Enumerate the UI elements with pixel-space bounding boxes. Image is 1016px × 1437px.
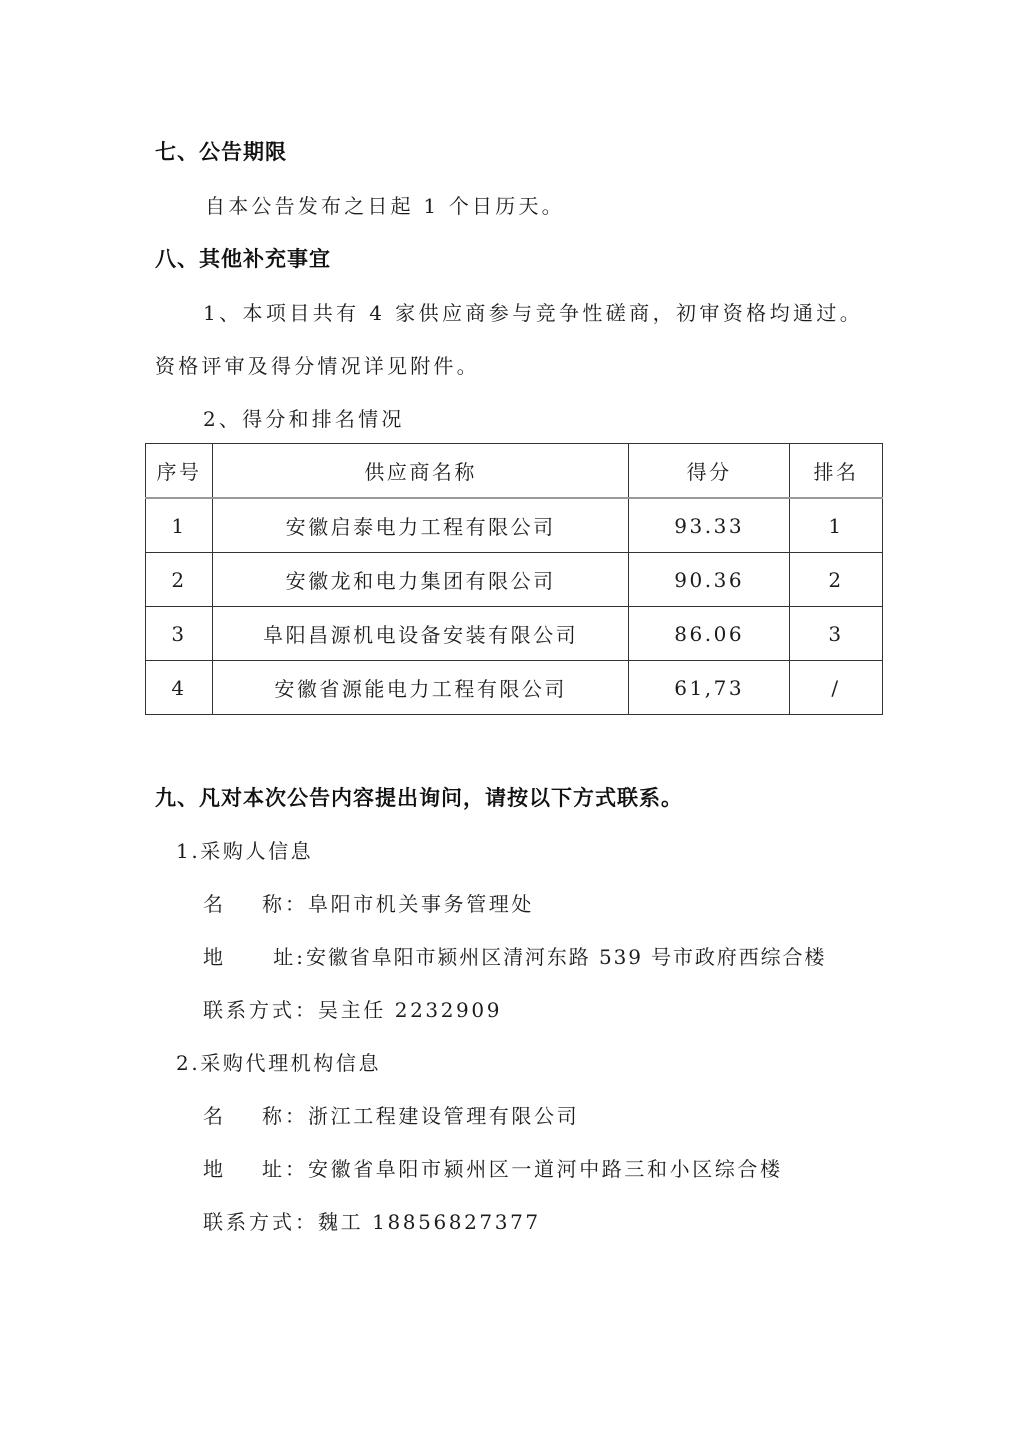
cell-supplier-name: 安徽启泰电力工程有限公司: [212, 498, 628, 553]
cell-score: 86.06: [629, 607, 790, 661]
section-7-body: 自本公告发布之日起 1 个日历天。: [205, 194, 565, 218]
table-row: [146, 553, 883, 607]
cell-supplier-name: 安徽龙和电力集团有限公司: [212, 553, 628, 607]
purchaser-address-label: 地 址:: [203, 945, 306, 969]
cell-no: 1: [146, 498, 213, 553]
table-header-row: [146, 444, 883, 499]
cell-score: 93.33: [629, 498, 790, 553]
purchaser-address-line: [203, 941, 826, 970]
section-8-heading: 八、其他补充事宜: [155, 247, 331, 271]
agency-address-value: 安徽省阜阳市颍州区一道河中路三和小区综合楼: [308, 1157, 783, 1181]
cell-no: 3: [146, 607, 213, 661]
purchaser-contact-value: 吴主任 2232909: [318, 998, 503, 1022]
section-8-item-2: 2、得分和排名情况: [203, 407, 405, 431]
purchaser-contact-line: [203, 994, 502, 1023]
agency-info-title: 2.采购代理机构信息: [176, 1051, 382, 1075]
agency-contact-label: 联系方式：: [203, 1210, 318, 1234]
cell-supplier-name: 安徽省源能电力工程有限公司: [212, 661, 628, 715]
cell-no: 2: [146, 553, 213, 607]
section-8-item-1-cont: 资格评审及得分情况详见附件。: [155, 354, 480, 378]
agency-address-label: 地 址：: [203, 1157, 308, 1181]
cell-rank: 3: [790, 607, 883, 661]
agency-name-value: 浙江工程建设管理有限公司: [308, 1104, 580, 1128]
cell-score: 90.36: [629, 553, 790, 607]
cell-score: 61,73: [629, 661, 790, 715]
header-no: 序号: [146, 444, 213, 499]
cell-no: 4: [146, 661, 213, 715]
table-row: [146, 661, 883, 715]
purchaser-contact-label: 联系方式：: [203, 998, 318, 1022]
score-ranking-table: [145, 443, 883, 715]
agency-name-label: 名 称：: [203, 1104, 308, 1128]
cell-rank: /: [790, 661, 883, 715]
cell-supplier-name: 阜阳昌源机电设备安装有限公司: [212, 607, 628, 661]
agency-address-line: [203, 1153, 783, 1182]
purchaser-info-title: 1.采购人信息: [176, 839, 314, 863]
purchaser-name-label: 名 称：: [203, 892, 308, 916]
cell-rank: 2: [790, 553, 883, 607]
section-9-heading: 九、凡对本次公告内容提出询问，请按以下方式联系。: [155, 786, 683, 810]
cell-rank: 1: [790, 498, 883, 553]
purchaser-name-value: 阜阳市机关事务管理处: [308, 892, 534, 916]
header-score: 得分: [629, 444, 790, 499]
table-row: [146, 607, 883, 661]
purchaser-address-value: 安徽省阜阳市颍州区清河东路 539 号市政府西综合楼: [306, 945, 827, 969]
table-row: [146, 498, 883, 553]
section-7-heading: 七、公告期限: [155, 140, 287, 164]
agency-contact-line: [203, 1206, 541, 1235]
header-supplier-name: 供应商名称: [212, 444, 628, 499]
agency-name-line: [203, 1100, 579, 1129]
header-rank: 排名: [790, 444, 883, 499]
section-8-item-1: 1、本项目共有 4 家供应商参与竞争性磋商，初审资格均通过。: [203, 301, 864, 325]
agency-contact-value: 魏工 18856827377: [318, 1210, 541, 1234]
purchaser-name-line: [203, 888, 534, 917]
